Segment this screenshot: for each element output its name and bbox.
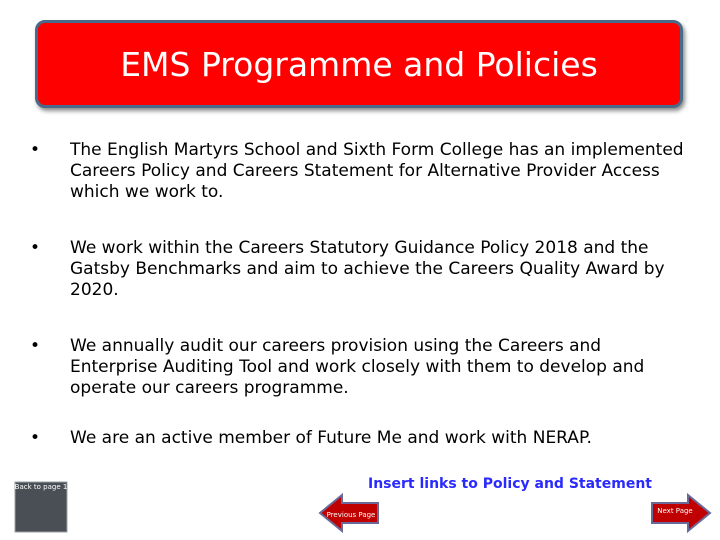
insert-links-link[interactable]: Insert links to Policy and Statement bbox=[368, 476, 652, 492]
page-title: EMS Programme and Policies bbox=[120, 44, 598, 84]
next-button-label: Next Page bbox=[657, 507, 693, 515]
bullet-marker: • bbox=[30, 140, 41, 160]
back-button-label: Back to page 1 bbox=[14, 483, 68, 491]
list-item bbox=[30, 140, 690, 203]
list-item bbox=[30, 238, 690, 301]
bullet-marker: • bbox=[30, 428, 41, 448]
next-page-button[interactable] bbox=[650, 493, 712, 533]
bullet-marker: • bbox=[30, 238, 41, 258]
back-to-page-1-button[interactable] bbox=[14, 481, 68, 533]
list-item bbox=[30, 428, 690, 449]
bullet-marker: • bbox=[30, 336, 41, 356]
bullet-text: We are an active member of Future Me and work with NERAP. bbox=[70, 428, 592, 448]
bullet-text: We annually audit our careers provision using the Careers and Enterprise Auditing Tool and work closely with them to develop and operate our careers programme. bbox=[70, 336, 645, 398]
list-item bbox=[30, 336, 690, 399]
title-banner bbox=[35, 20, 683, 108]
previous-page-button[interactable] bbox=[318, 493, 380, 533]
bullet-text: We work within the Careers Statutory Guidance Policy 2018 and the Gatsby Benchmarks and aim to achieve the Careers Quality Award by 2020. bbox=[70, 238, 665, 300]
previous-button-label: Previous Page bbox=[326, 511, 376, 519]
bullet-text: The English Martyrs School and Sixth Form College has an implemented Careers Policy and Careers Statement for Alternative Provider Access which we work to. bbox=[70, 140, 684, 202]
